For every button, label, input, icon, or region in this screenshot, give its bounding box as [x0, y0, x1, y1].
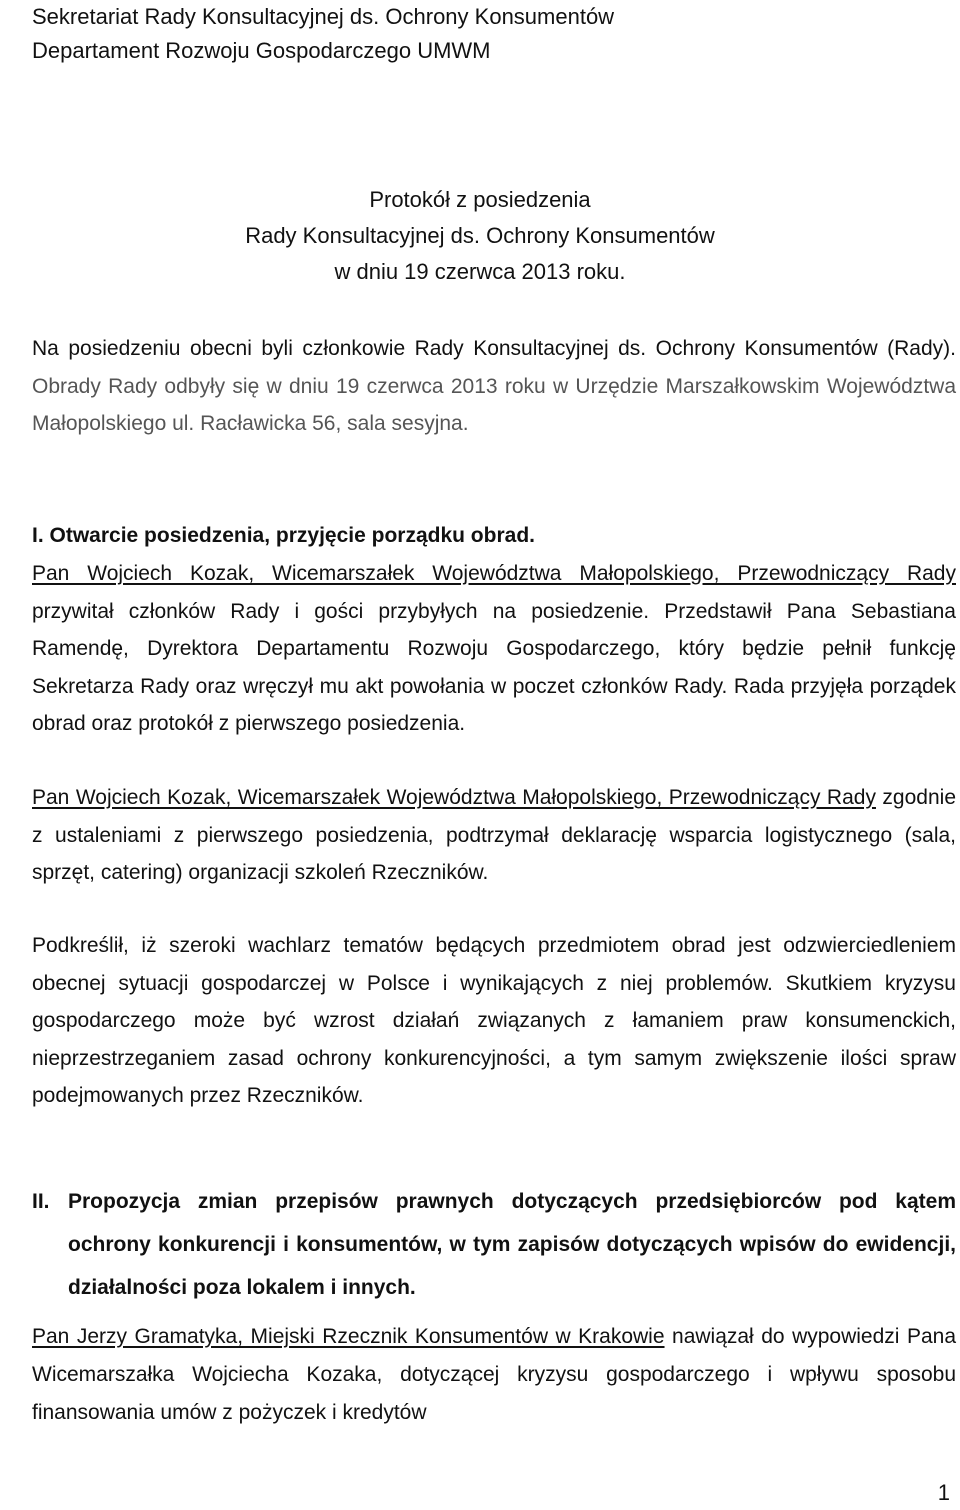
section-1-paragraph-3: Podkreślił, iż szeroki wachlarz tematów będących przedmiotem obrad jest odzwierciedleniem obecnej sytuacji gospodarczej w Polsce i wynikających z niej problemów. Skutkiem kryzysu gospodarczego może być wzrost działań związanych z łamaniem praw konsumenckich, nieprzestrzeganiem zasad ochrony konkurencyjności, a tym samym zwiększenie ilości spraw podejmowanych przez Rzeczników.: [32, 934, 956, 1107]
speaker-name-gramatyka: Pan Jerzy Gramatyka, Miejski Rzecznik Konsumentów w Krakowie: [32, 1325, 665, 1348]
section-1-heading: I. Otwarcie posiedzenia, przyjęcie porządku obrad.: [32, 524, 535, 547]
section-2-number: II.: [32, 1190, 50, 1213]
document-title: [0, 182, 960, 290]
section-1-paragraph-1-text: przywitał członków Rady i gości przybyłych na posiedzenie. Przedstawił Pana Sebastiana Ramendę, Dyrektora Departamentu Rozwoju Gospodarczego, który będzie pełnił funkcję Sekretarza Rady oraz wręczył mu akt powołania w poczet członków Rady. Rada przyjęła porządek obrad oraz protokół z pierwszego posiedzenia.: [32, 599, 956, 735]
title-line-3: w dniu 19 czerwca 2013 roku.: [334, 259, 626, 284]
section-2-paragraph-1-text: nawiązał do wypowiedzi Pana Wicemarszałka Wojciecha Kozaka, dotyczącej kryzysu gospodarczego i wpływu sposobu finansowania umów z pożyczek i kredytów: [32, 1325, 956, 1424]
section-2-heading: Propozycja zmian przepisów prawnych dotyczących przedsiębiorców pod kątem ochrony konkurencji i konsumentów, w tym zapisów dotyczących wpisów do ewidencji, działalności poza lokalem i innych.: [68, 1190, 956, 1299]
intro-attendance-text: Na posiedzeniu obecni byli członkowie Rady Konsultacyjnej ds. Ochrony Konsumentów (Rady).: [32, 337, 956, 360]
section-2-paragraph-1: [32, 1318, 956, 1432]
document-header: [32, 0, 614, 68]
intro-paragraph: [32, 330, 956, 443]
title-line-2: Rady Konsultacyjnej ds. Ochrony Konsumentów: [245, 223, 715, 248]
section-1-paragraph-1: [32, 555, 956, 743]
page-number: 1: [937, 1480, 950, 1505]
section-1-paragraph-2: [32, 779, 956, 892]
header-line-department: Departament Rozwoju Gospodarczego UMWM: [32, 38, 491, 63]
speaker-name-kozak: Pan Wojciech Kozak, Wicemarszałek Województwa Małopolskiego, Przewodniczący Rady: [32, 562, 956, 585]
speaker-name-kozak-2: Pan Wojciech Kozak, Wicemarszałek Województwa Małopolskiego, Przewodniczący Rady: [32, 786, 876, 809]
title-line-1: Protokół z posiedzenia: [369, 187, 591, 212]
section-1-paragraph-2-text: zgodnie z ustaleniami z pierwszego posiedzenia, podtrzymał deklarację wsparcia logistycznego (sala, sprzęt, catering) organizacji szkoleń Rzeczników.: [32, 786, 956, 884]
intro-venue-text: Obrady Rady odbyły się w dniu 19 czerwca 2013 roku w Urzędzie Marszałkowskim Województwa Małopolskiego ul. Racławicka 56, sala sesyjna.: [32, 374, 956, 435]
header-line-secretariat: Sekretariat Rady Konsultacyjnej ds. Ochrony Konsumentów: [32, 4, 615, 29]
